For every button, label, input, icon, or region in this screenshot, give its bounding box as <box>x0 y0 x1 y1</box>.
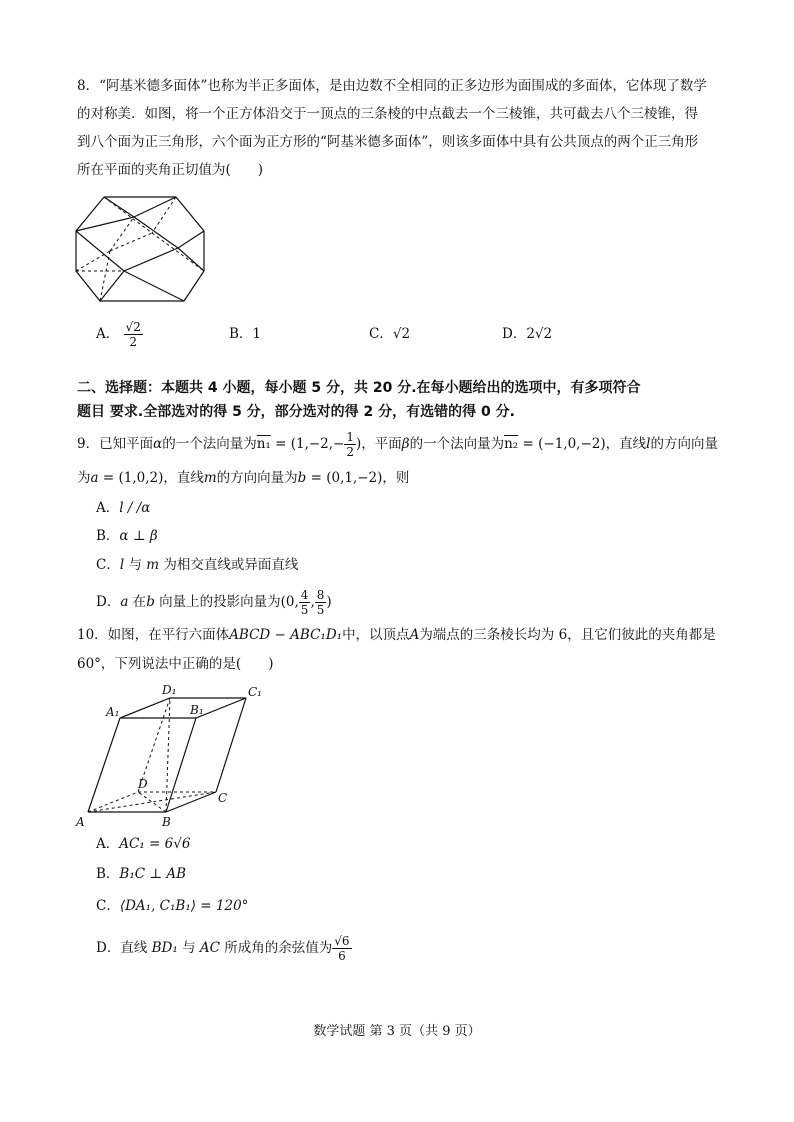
q8-line-4: 所在平面的夹角正切值为( ) <box>77 162 264 178</box>
label-d: D <box>138 777 148 791</box>
q8-option-a[interactable] <box>96 320 143 349</box>
text: 在 <box>128 594 147 610</box>
text: = (1,−2,− <box>270 436 345 452</box>
vector-n2: n₂ <box>504 436 519 452</box>
fraction-denominator: 6 <box>338 949 346 963</box>
q10-option-c[interactable] <box>96 896 248 916</box>
text: 为 <box>77 470 91 486</box>
text: 与 <box>124 557 147 573</box>
text: 10．如图，在平行六面体 <box>77 627 230 643</box>
option-label: D． <box>96 594 121 610</box>
option-label: B． <box>96 528 120 544</box>
text: 的方向向量为 <box>216 470 298 486</box>
q10-line-2: 60°，下列说法中正确的是( ) <box>77 656 274 672</box>
q9-option-d[interactable] <box>96 588 332 617</box>
option-value: 2√2 <box>526 326 553 342</box>
q8-option-d[interactable] <box>502 324 552 344</box>
text: 9．已知平面 <box>77 436 154 452</box>
page-footer: 数学试题 第 3 页（共 9 页） <box>313 1024 481 1039</box>
option-value: AC₁ = 6√6 <box>119 836 191 852</box>
q8-line-3: 到八个面为正三角形，六个面为正方形的“阿基米德多面体”，则该多面体中具有公共顶点的两个正三角形 <box>77 134 699 150</box>
line-ac: AC <box>199 940 220 956</box>
text: 向量上的投影向量为 <box>154 594 281 610</box>
option-label: C． <box>369 326 393 342</box>
fraction-numerator: 4 <box>300 588 309 602</box>
fraction <box>315 588 327 617</box>
fraction-denominator: 2 <box>346 445 355 459</box>
symbol-alpha: α <box>153 436 163 452</box>
option-label: B． <box>96 866 120 882</box>
text: = (0,1,−2) <box>306 470 383 486</box>
label-b: B <box>162 815 171 829</box>
text: 的一个法向量为 <box>162 436 257 452</box>
fraction-numerator: 8 <box>316 588 325 602</box>
fraction-numerator: √6 <box>334 934 350 948</box>
text: (0, <box>280 594 299 610</box>
option-label: D． <box>502 326 527 342</box>
fraction-numerator: √2 <box>125 320 141 334</box>
option-label: B． <box>229 326 253 342</box>
text: 的方向向量 <box>650 436 718 452</box>
q10-option-a[interactable] <box>96 834 190 854</box>
option-label: A． <box>96 326 120 342</box>
fraction <box>124 320 143 349</box>
option-label: D． <box>96 940 121 956</box>
q8-option-b[interactable] <box>229 324 261 344</box>
q10-line-1 <box>77 625 716 645</box>
vector-b: b <box>146 594 155 610</box>
fraction-denominator: 5 <box>300 603 309 617</box>
label-d1: D₁ <box>162 683 177 697</box>
symbol-l: l <box>646 436 651 452</box>
cuboctahedron-figure <box>74 193 214 308</box>
label-a1: A₁ <box>106 705 120 719</box>
text: 的一个法向量为 <box>409 436 505 452</box>
option-value: B₁C ⊥ AB <box>119 866 187 882</box>
vector-a: a <box>90 470 99 486</box>
label-b1: B₁ <box>190 703 204 717</box>
symbol-m: m <box>146 557 160 573</box>
q8-line-2: 的对称美．如图，将一个正方体沿交于一顶点的三条棱的中点截去一个三棱锥，共可截去八个三棱锥，得 <box>77 106 698 122</box>
option-label: A． <box>96 500 120 516</box>
text: ，直线 <box>163 470 204 486</box>
text: , <box>310 594 315 610</box>
q9-option-b[interactable] <box>96 526 158 546</box>
vertex-a: A <box>409 627 420 643</box>
text: 直线 <box>120 940 152 956</box>
option-value: l / /α <box>119 500 151 516</box>
section-2-heading-line-2: 题目 要求.全部选对的得 5 分，部分选对的得 2 分，有选错的得 0 分. <box>77 404 515 420</box>
symbol-l: l <box>119 557 125 573</box>
option-label: A． <box>96 836 120 852</box>
fraction <box>344 430 356 459</box>
q9-option-a[interactable] <box>96 498 150 518</box>
option-value: ⟨DA₁, C₁B₁⟩ = 120° <box>119 898 249 914</box>
q10-option-b[interactable] <box>96 864 186 884</box>
vector-n1: n₁ <box>256 436 271 452</box>
line-bd1: BD₁ <box>151 940 178 956</box>
symbol-m: m <box>203 470 217 486</box>
solid-name: ABCD − ABC₁D₁ <box>229 627 343 643</box>
text: 所成角的余弦值为 <box>219 940 333 956</box>
text: ) <box>356 436 362 452</box>
option-value: √2 <box>392 326 411 342</box>
text: ，则 <box>382 470 410 486</box>
label-c: C <box>218 791 228 805</box>
text: = (1,0,2) <box>98 470 164 486</box>
option-label: C． <box>96 557 120 573</box>
option-value: 1 <box>252 326 262 342</box>
q8-option-c[interactable] <box>369 324 410 344</box>
fraction-denominator: 2 <box>129 335 137 349</box>
q9-line-1 <box>77 430 718 459</box>
option-value: α ⊥ β <box>119 528 158 544</box>
fraction <box>332 934 351 963</box>
text: 与 <box>177 940 200 956</box>
fraction <box>299 588 311 617</box>
label-c1: C₁ <box>248 685 262 699</box>
fraction-denominator: 5 <box>316 603 325 617</box>
text: ) <box>326 594 332 610</box>
text: = (−1,0,−2) <box>518 436 606 452</box>
label-a: A <box>76 815 85 829</box>
option-label: C． <box>96 898 120 914</box>
q9-option-c[interactable] <box>96 555 298 575</box>
symbol-beta: β <box>401 436 410 452</box>
text: ，平面 <box>361 436 402 452</box>
q9-line-2 <box>77 468 409 488</box>
vector-a: a <box>120 594 129 610</box>
parallelepiped-figure <box>74 680 274 830</box>
section-2-heading-line-1: 二、选择题：本题共 4 小题，每小题 5 分，共 20 分.在每小题给出的选项中，有多项符合 <box>77 380 641 396</box>
text: 为相交直线或异面直线 <box>159 557 299 573</box>
text: ，直线 <box>605 436 647 452</box>
q10-option-d[interactable] <box>96 934 352 963</box>
vector-b: b <box>297 470 307 486</box>
q8-line-1: 8．“阿基米德多面体”也称为半正多面体，是由边数不全相同的正多边形为面围成的多面体，它体现了数学 <box>77 78 707 94</box>
fraction-numerator: 1 <box>346 430 355 444</box>
text: 中，以顶点 <box>342 627 410 643</box>
text: 为端点的三条棱长均为 6，且它们彼此的夹角都是 <box>419 627 716 643</box>
